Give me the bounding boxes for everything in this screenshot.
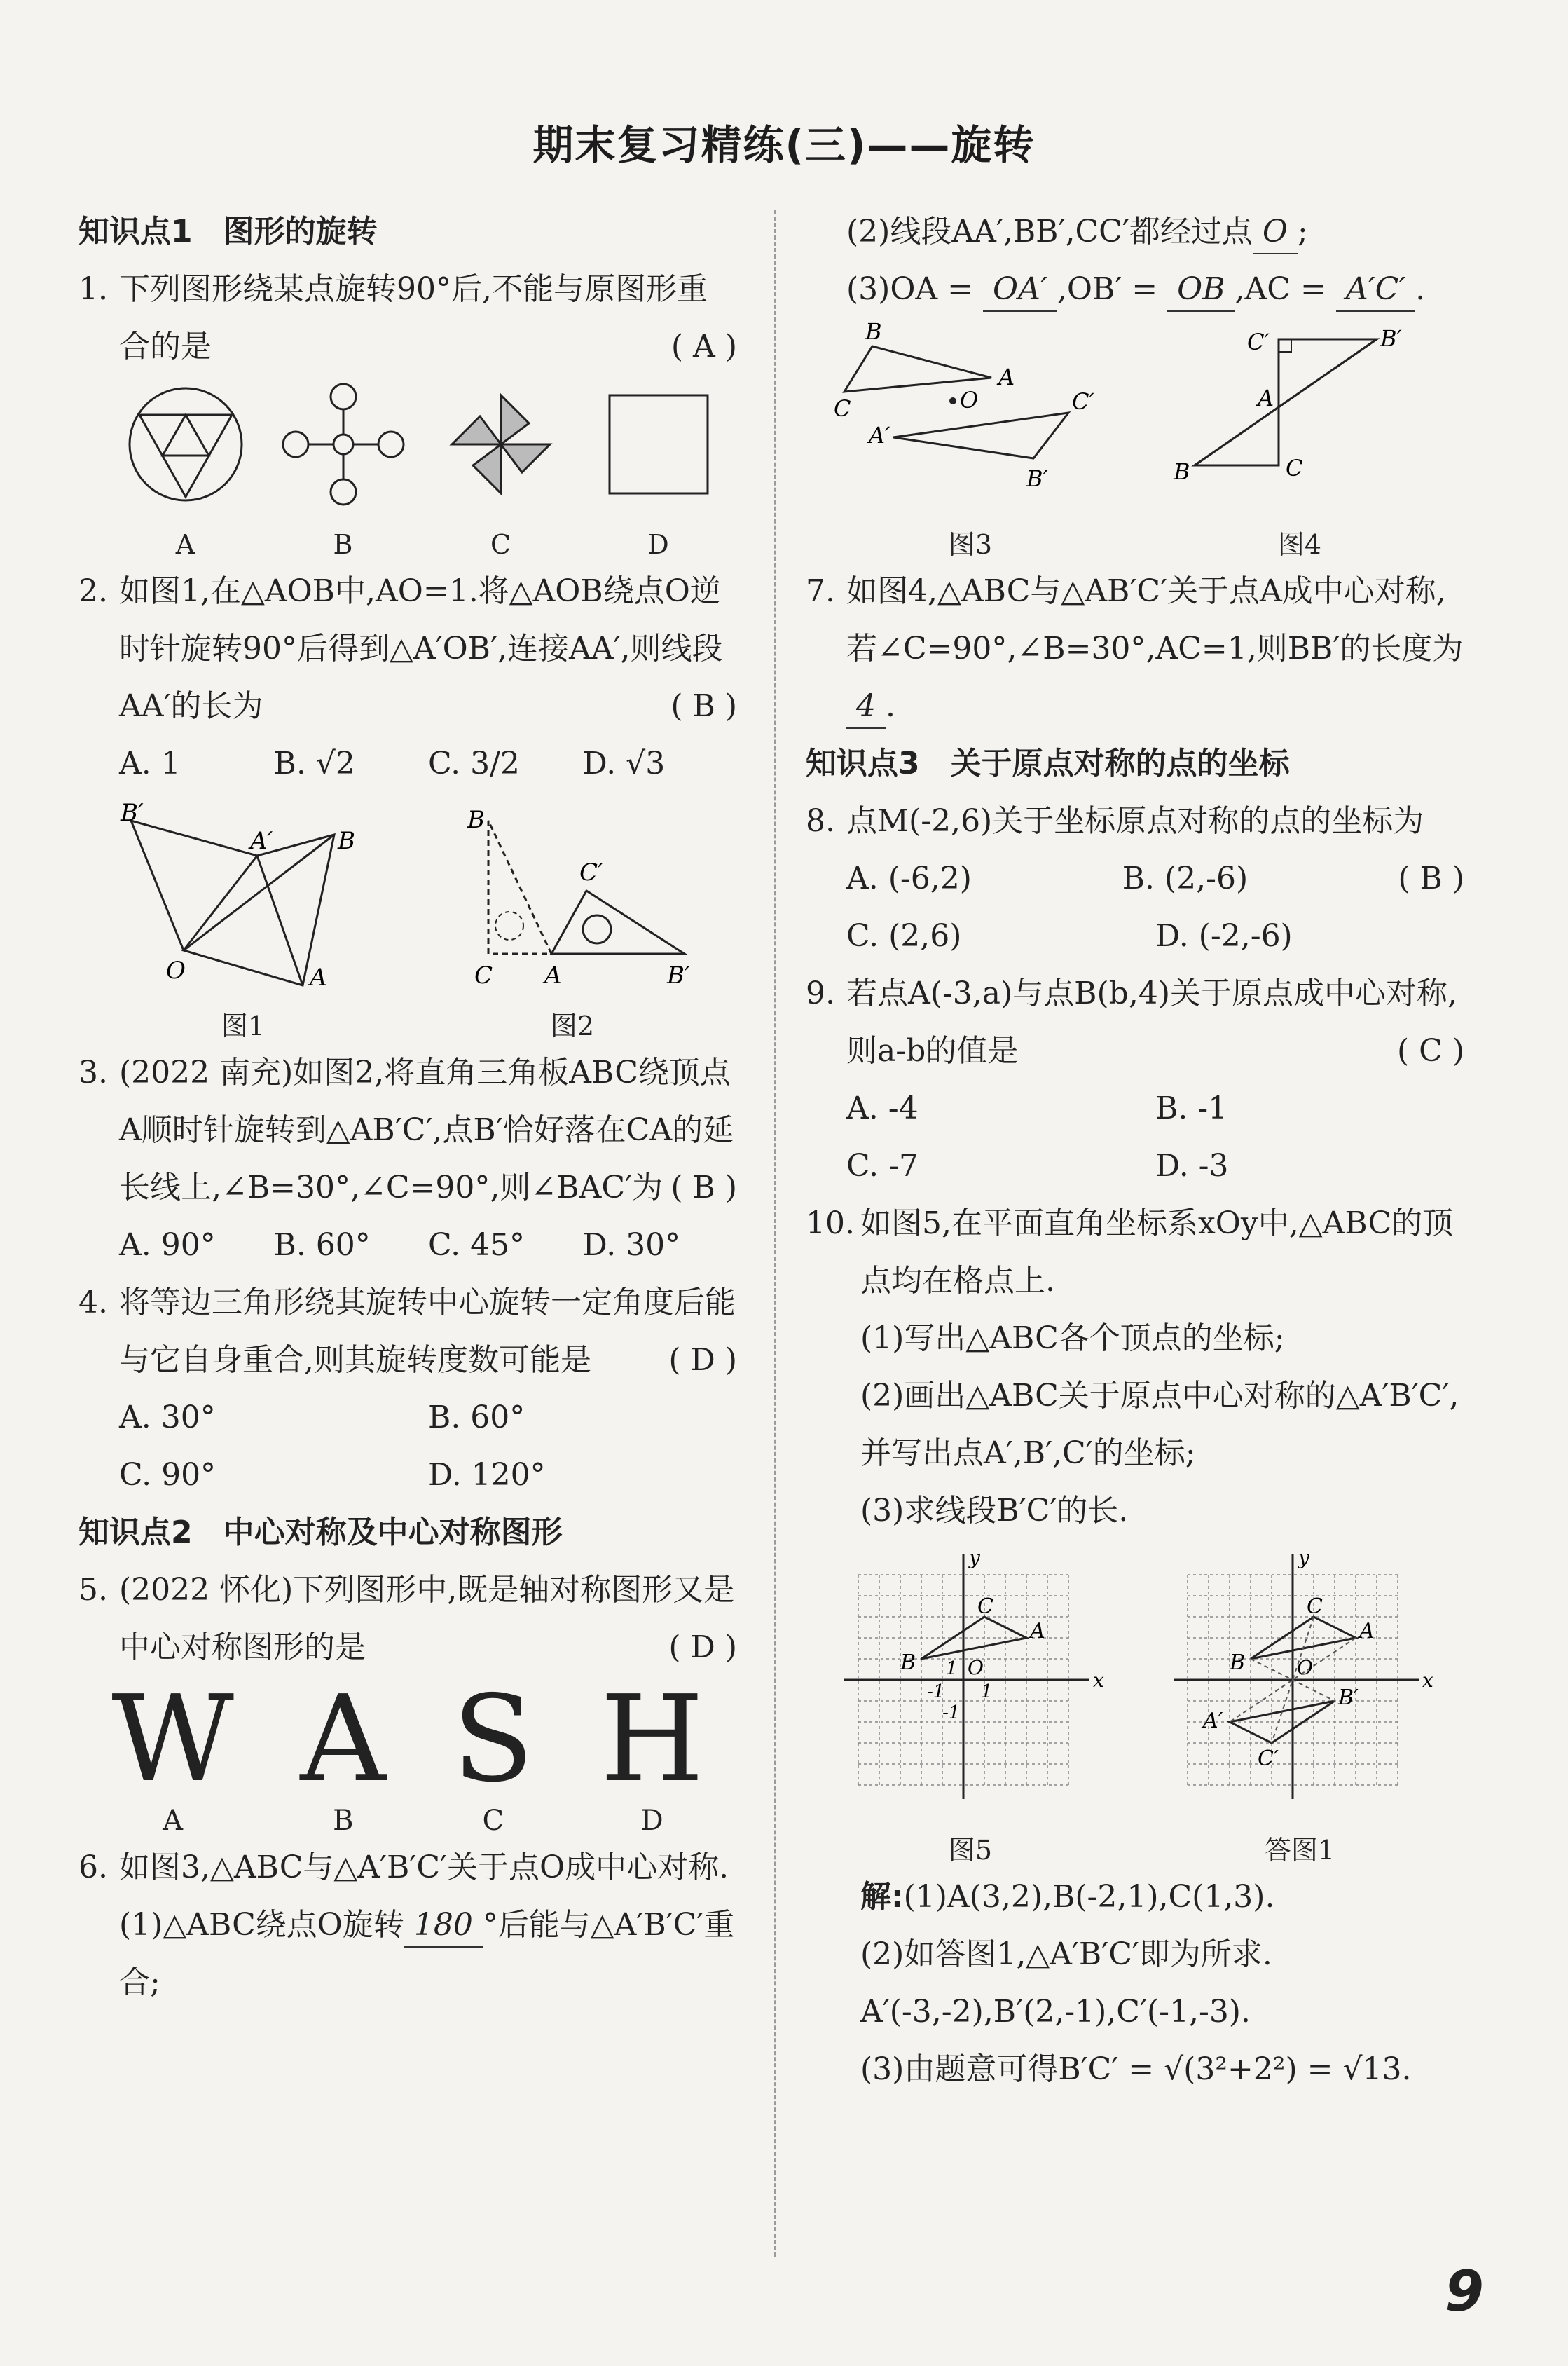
question-6: 6. 如图3,△ABC与△A′B′C′关于点O成中心对称.: [78, 1849, 729, 1885]
page-number: 9: [1445, 2259, 1484, 2324]
svg-text:C: C: [1286, 455, 1303, 481]
q4-options-row2: C. 90° D. 120°: [119, 1457, 546, 1493]
figure-1-diagram: [117, 800, 369, 989]
q1-figures: A B C D: [78, 376, 737, 563]
svg-text:C: C: [834, 395, 851, 422]
figures-1-2: B′ A′ B O A 图1 B C′ C A B′ 图2: [78, 793, 737, 1044]
column-divider: [774, 210, 776, 2257]
svg-text:C′: C′: [1247, 329, 1270, 355]
q4-options-row1: A. 30° B. 60°: [119, 1400, 525, 1435]
section-heading-2: 知识点2 中心对称及中心对称图形: [78, 1514, 563, 1550]
svg-text:A: A: [310, 964, 327, 989]
q6-part3: (3)OA = OA′ ,OB′ = OB ,AC = A′C′ .: [806, 261, 1464, 318]
figures-3-4: B A C O A′ C′ B′ 图3 C′ B′ A B C 图4: [806, 318, 1464, 563]
q10-part1: (1)写出△ABC各个顶点的坐标;: [860, 1320, 1285, 1356]
question-10: 10. 如图5,在平面直角坐标系xOy中,△ABC的顶点均在格点上.: [806, 1205, 1454, 1299]
q6-part2: (2)线段AA′,BB′,CC′都经过点 O ;: [806, 203, 1464, 261]
square-figure: [596, 381, 722, 507]
question-5: 5. (2022 怀化)下列图形中,既是轴对称图形又是中心对称图形的是 ( D ): [78, 1572, 737, 1665]
svg-text:y: y: [969, 1547, 980, 1569]
left-column: [78, 203, 737, 2011]
solution-line-1: 解:(1)A(3,2),B(-2,1),C(1,3).: [860, 1879, 1275, 1915]
figure-3-diagram: [830, 318, 1110, 507]
question-2: 2. 如图1,在△AOB中,AO=1.将△AOB绕点O逆时针旋转90°后得到△A′OB′,连接AA′,则线段AA′的长为 ( B ): [78, 573, 737, 724]
question-4: 4. 将等边三角形绕其旋转中心旋转一定角度后能与它自身重合,则其旋转度数可能是 ( D ): [78, 1285, 737, 1378]
section-heading-3: 知识点3 关于原点对称的点的坐标: [806, 746, 1290, 781]
svg-text:A: A: [998, 364, 1015, 390]
svg-text:B′: B′: [1380, 325, 1402, 352]
q8-options-row2: C. (2,6) D. (-2,-6): [846, 918, 1293, 954]
q9-options-row1: A. -4 B. -1: [846, 1090, 1228, 1126]
svg-text:A: A: [1258, 385, 1274, 411]
figure-2-diagram: [446, 800, 699, 989]
q3-options: A. 90° B. 60° C. 45° D. 30°: [119, 1227, 681, 1263]
section-heading-1: 知识点1 图形的旋转: [78, 214, 378, 249]
svg-text:C′: C′: [1258, 1746, 1279, 1771]
svg-text:B: B: [1174, 458, 1190, 485]
svg-text:B′: B′: [667, 962, 690, 989]
svg-text:C: C: [977, 1594, 993, 1619]
figure-5-grid: [830, 1547, 1110, 1813]
svg-text:B: B: [900, 1650, 916, 1675]
four-circles-figure: [280, 381, 406, 507]
svg-text:B: B: [865, 318, 882, 345]
svg-text:-1: -1: [927, 1681, 945, 1702]
svg-text:B′: B′: [1338, 1685, 1359, 1710]
svg-text:-1: -1: [942, 1702, 961, 1723]
svg-text:x: x: [1093, 1669, 1104, 1692]
svg-text:A′: A′: [1203, 1709, 1223, 1733]
svg-text:O: O: [968, 1656, 984, 1679]
q2-options: A. 1 B. √2 C. 3/2 D. √3: [119, 746, 666, 781]
question-8: 8. 点M(-2,6)关于坐标原点对称的点的坐标为 ( B ): [806, 803, 1464, 896]
question-text: 下列图形绕某点旋转90°后,不能与原图形重合的是: [119, 271, 708, 364]
pinwheel-figure: [438, 381, 564, 507]
svg-text:C′: C′: [579, 859, 603, 887]
svg-text:O: O: [166, 957, 186, 985]
q10-part3: (3)求线段B′C′的长.: [860, 1493, 1129, 1529]
svg-text:B: B: [467, 806, 485, 834]
question-1: 1. 下列图形绕某点旋转90°后,不能与原图形重合的是 ( A ): [78, 261, 737, 376]
solution-line-2: (2)如答图1,△A′B′C′即为所求.: [860, 1936, 1272, 1972]
solution-line-3: A′(-3,-2),B′(2,-1),C′(-1,-3).: [860, 1994, 1251, 2030]
svg-text:A: A: [1030, 1619, 1045, 1643]
q6-part1: (1)△ABC绕点O旋转 180 °后能与△A′B′C′重合;: [78, 1896, 737, 2011]
svg-text:B′: B′: [1026, 465, 1048, 492]
svg-text:O: O: [960, 387, 979, 413]
svg-text:C: C: [1307, 1594, 1323, 1619]
svg-text:C′: C′: [1072, 388, 1094, 415]
answer-figure-1-grid: [1160, 1547, 1440, 1813]
svg-text:A: A: [544, 962, 562, 989]
wash-letters: W A A B S C H D: [111, 1670, 704, 1837]
q9-options-row2: C. -7 D. -3: [846, 1148, 1229, 1184]
svg-text:A′: A′: [250, 827, 273, 855]
figure-4-diagram: [1160, 318, 1440, 507]
q8-options-row1: A. (-6,2) B. (2,-6): [846, 861, 1249, 896]
q10-part2: (2)画出△ABC关于原点中心对称的△A′B′C′,并写出点A′,B′,C′的坐标;: [860, 1378, 1459, 1471]
page-title: 期末复习精练(三)——旋转: [532, 121, 1036, 169]
svg-text:C: C: [474, 962, 493, 989]
svg-text:B: B: [338, 827, 355, 855]
svg-text:B′: B′: [121, 800, 144, 827]
svg-text:y: y: [1298, 1547, 1309, 1569]
svg-text:A′: A′: [869, 422, 890, 449]
circle-triangle-figure: [123, 381, 249, 507]
q6-blank-1: 180: [404, 1904, 483, 1948]
svg-text:B: B: [1230, 1650, 1246, 1675]
svg-text:O: O: [1297, 1656, 1313, 1679]
solution-line-4: (3)由题意可得B′C′ = √(3²+2²) = √13.: [860, 2051, 1412, 2087]
svg-text:1: 1: [946, 1658, 958, 1679]
question-9: 9. 若点A(-3,a)与点B(b,4)关于原点成中心对称,则a-b的值是 ( C ): [806, 976, 1464, 1069]
question-7: 7. 如图4,△ABC与△AB′C′关于点A成中心对称,若∠C=90°,∠B=30°,AC=1,则BB′的长度为4 .: [806, 563, 1464, 735]
answer: ( A ): [670, 329, 737, 364]
figures-5-answer: x y A B C O 1 1 -1 -1 图5 x y A B C O B′ A′ C′ 答图1: [806, 1540, 1464, 1868]
svg-text:A: A: [1359, 1619, 1375, 1643]
svg-text:x: x: [1422, 1669, 1433, 1692]
question-3: 3. (2022 南充)如图2,将直角三角板ABC绕顶点A顺时针旋转到△AB′C′,点B′恰好落在CA的延长线上,∠B=30°,∠C=90°,则∠BAC′为 ( B ): [78, 1055, 737, 1205]
right-column: [806, 203, 1464, 2098]
svg-text:1: 1: [981, 1681, 993, 1702]
